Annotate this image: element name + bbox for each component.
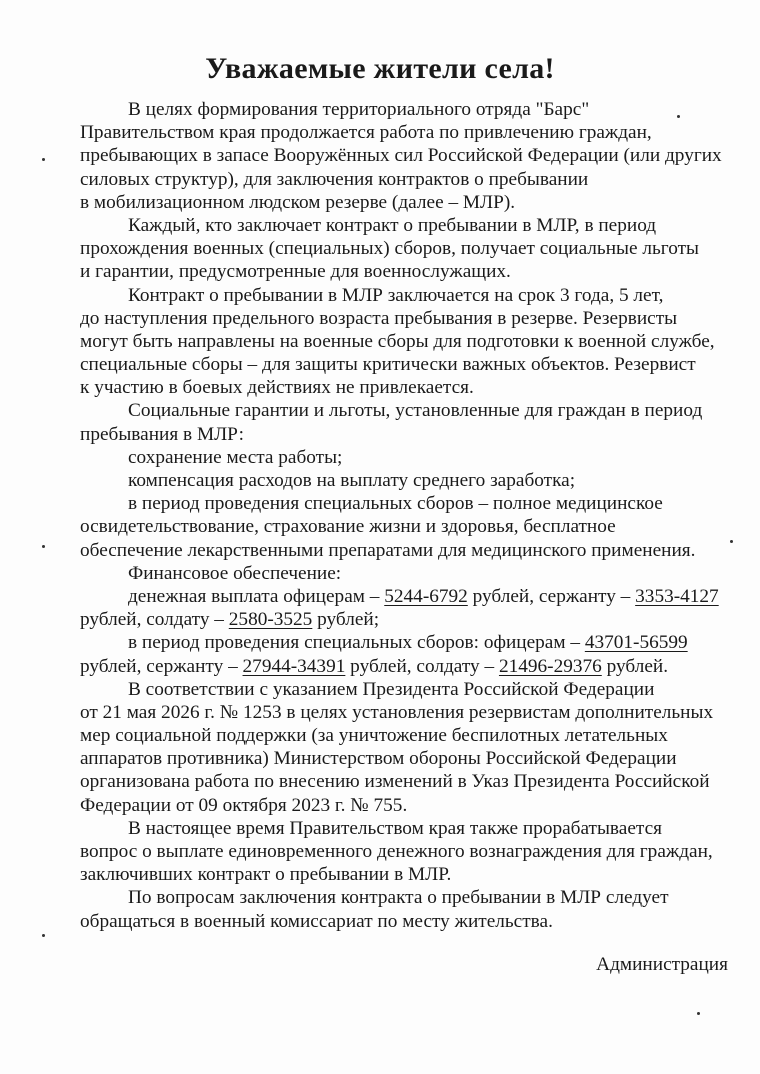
pay-text: рублей, солдату – — [345, 655, 499, 677]
pay-amount: 43701-56599 — [584, 632, 688, 654]
pay-text: рублей; — [312, 609, 380, 631]
text-line: сохранение места работы; — [128, 446, 343, 468]
text-line: в период проведения специальных сборов – полное медицинское — [128, 493, 663, 515]
text-line: аппаратов противника) Министерством обороны Российской Федерации — [80, 748, 677, 770]
text-line: обеспечение лекарственными препаратами для медицинского применения. — [80, 539, 696, 561]
pay-text: денежная выплата офицерам – — [128, 585, 385, 607]
text-line: могут быть направлены на военные сборы для подготовки к военной службе, — [80, 330, 715, 352]
text-line: В настоящее время Правительством края также прорабатывается — [128, 817, 662, 839]
text-line: пребывания в МЛР: — [80, 423, 244, 445]
page-title: Уважаемые жители села! — [205, 52, 555, 85]
text-line: компенсация расходов на выплату среднего заработка; — [128, 470, 576, 491]
text-line: и гарантии, предусмотренные для военнослужащих. — [80, 261, 511, 283]
pay-text: рублей. — [601, 655, 669, 677]
pay-text: в период проведения специальных сборов: офицерам – — [128, 632, 585, 654]
pay-text: рублей, сержанту – — [80, 655, 243, 677]
text-line: Каждый, кто заключает контракт о пребывании в МЛР, в период — [128, 214, 657, 236]
text-line: заключивших контракт о пребывании в МЛР. — [80, 864, 452, 886]
text-line: прохождения военных (специальных) сборов, получает социальные льготы — [80, 238, 699, 260]
text-line: силовых структур), для заключения контрактов о пребывании — [80, 168, 589, 190]
text-line: в мобилизационном людском резерве (далее – МЛР). — [80, 191, 516, 213]
pay-amount: 21496-29376 — [498, 655, 602, 677]
pay-line-2 — [80, 608, 730, 631]
speck — [42, 545, 45, 548]
text-line: Федерации от 09 октября 2023 г. № 755. — [80, 794, 408, 816]
text-line: освидетельствование, страхование жизни и здоровья, бесплатное — [80, 516, 616, 538]
pay-text: рублей, сержанту – — [467, 585, 636, 607]
speck — [42, 934, 45, 937]
speck — [677, 115, 680, 118]
text-line: от 21 мая 2026 г. № 1253 в целях установления резервистам дополнительных — [80, 701, 714, 723]
text-line: Социальные гарантии и льготы, установленные для граждан в период — [128, 400, 703, 422]
pay-amount: 3353-4127 — [635, 585, 719, 607]
text-line: Контракт о пребывании в МЛР заключается на срок 3 года, 5 лет, — [128, 284, 664, 306]
text-line: до наступления предельного возраста пребывания в резерве. Резервисты — [80, 307, 678, 329]
pay-line-4 — [80, 655, 730, 678]
text-line: По вопросам заключения контракта о пребывании в МЛР следует — [128, 887, 669, 909]
speck — [730, 540, 733, 543]
text-line: пребывающих в запасе Вооружённых сил Российской Федерации (или других — [80, 145, 722, 167]
text-line: обращаться в военный комиссариат по месту жительства. — [80, 910, 553, 932]
text-line: В соответствии с указанием Президента Российской Федерации — [128, 678, 655, 700]
speck — [42, 158, 45, 161]
text-line: Правительством края продолжается работа по привлечению граждан, — [80, 122, 652, 144]
text-line: Финансовое обеспечение: — [128, 562, 342, 584]
document-body — [80, 98, 730, 933]
pay-amount: 5244-6792 — [384, 585, 468, 607]
text-line: вопрос о выплате единовременного денежного вознаграждения для граждан, — [80, 841, 713, 862]
pay-amount: 27944-34391 — [242, 655, 346, 677]
text-line: мер социальной поддержки (за уничтожение беспилотных летательных — [80, 725, 668, 747]
text-line: специальные сборы – для защиты критически важных объектов. Резервист — [80, 354, 696, 376]
pay-text: рублей, солдату – — [80, 609, 229, 631]
signature: Администрация — [596, 954, 728, 975]
text-line: В целях формирования территориального отряда "Барс" — [128, 99, 590, 120]
text-line: к участию в боевых действиях не привлекается. — [80, 377, 474, 399]
text-line: организована работа по внесению изменений в Указ Президента Российской — [80, 771, 710, 793]
speck — [697, 1012, 700, 1015]
pay-amount: 2580-3525 — [228, 609, 313, 631]
pay-line-1 — [80, 585, 730, 608]
pay-line-3 — [80, 631, 730, 654]
